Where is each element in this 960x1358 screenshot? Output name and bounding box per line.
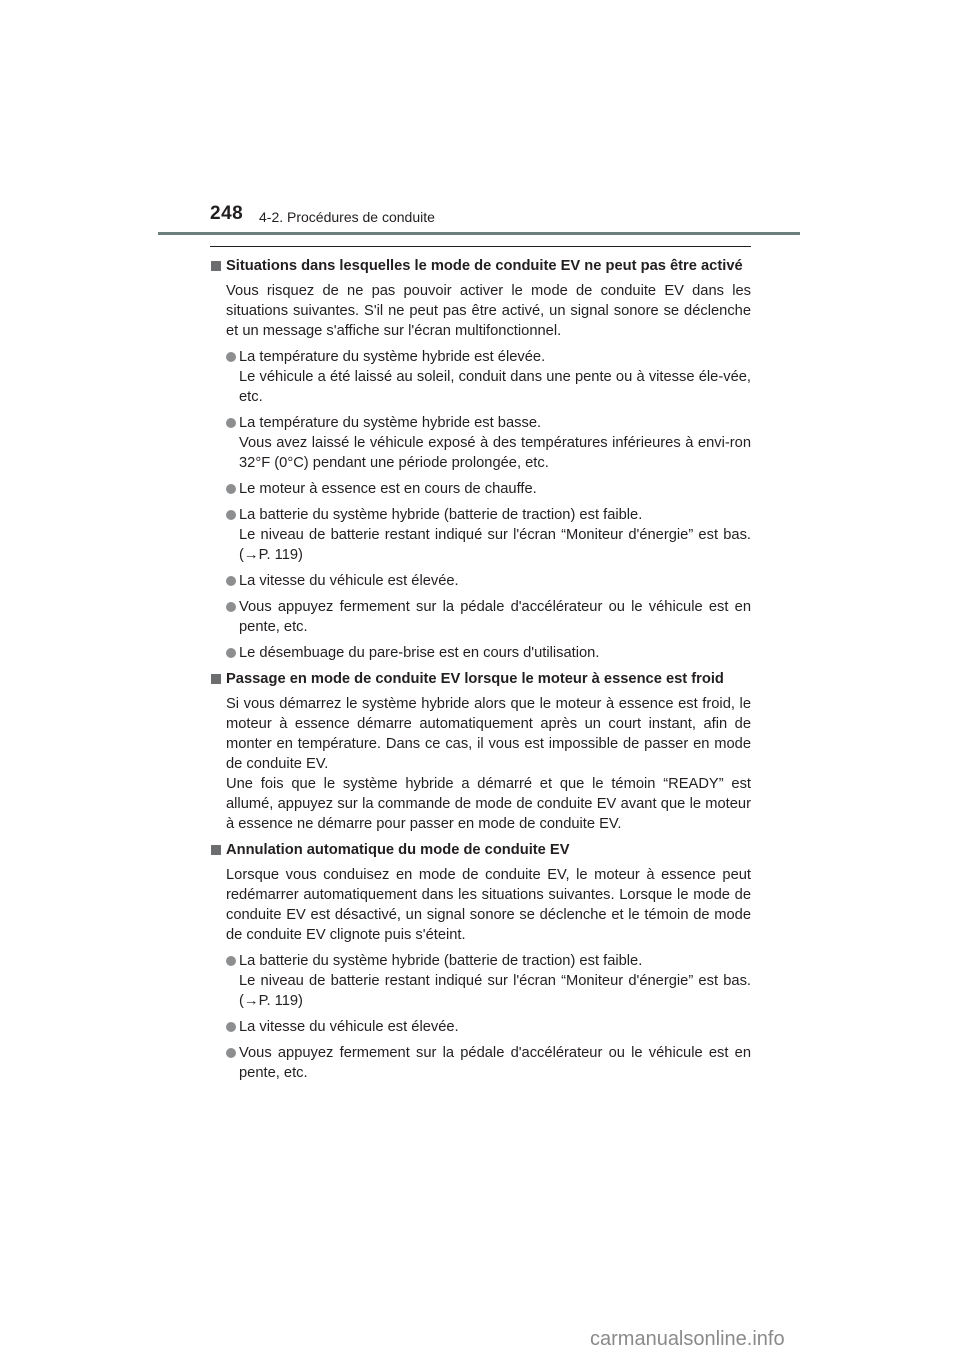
circle-bullet-icon — [226, 418, 236, 428]
bullet-text: Le moteur à essence est en cours de chauffe. — [239, 481, 537, 497]
bullet-item — [211, 479, 751, 499]
section-heading — [211, 256, 751, 276]
circle-bullet-icon — [226, 510, 236, 520]
bullet-item — [211, 347, 751, 407]
page-header — [0, 0, 960, 240]
bullet-item — [211, 413, 751, 473]
bullet-text: Vous appuyez fermement sur la pédale d'accélérateur ou le véhicule est en pente, etc. — [239, 1045, 751, 1081]
heading-text: Annulation automatique du mode de conduite EV — [226, 842, 570, 858]
bullet-item — [211, 1043, 751, 1083]
bullet-item — [211, 951, 751, 1011]
circle-bullet-icon — [226, 956, 236, 966]
square-bullet-icon — [211, 845, 221, 855]
circle-bullet-icon — [226, 602, 236, 612]
bullet-item — [211, 1017, 751, 1037]
bullet-text: La vitesse du véhicule est élevée. — [239, 1019, 459, 1035]
heading-text: Situations dans lesquelles le mode de conduite EV ne peut pas être activé — [226, 258, 743, 274]
bullet-text: La batterie du système hybride (batterie de traction) est faible. Le niveau de batterie restant indiqué sur l'écran “Moniteur d'énergie” est bas. (→P. 119) — [239, 953, 751, 1009]
bullet-text: Le désembuage du pare-brise est en cours d'utilisation. — [239, 645, 600, 661]
page-content — [211, 256, 751, 1089]
bullet-item — [211, 643, 751, 663]
circle-bullet-icon — [226, 576, 236, 586]
circle-bullet-icon — [226, 1048, 236, 1058]
header-divider — [158, 232, 800, 235]
content-divider — [210, 246, 751, 247]
bullet-item — [211, 571, 751, 591]
paragraph: Vous risquez de ne pas pouvoir activer le mode de conduite EV dans les situations suivantes. S'il ne peut pas être activé, un signal sonore se déclenche et un message s'affiche sur l'écran multifonctionnel. — [226, 283, 751, 339]
bullet-text: La vitesse du véhicule est élevée. — [239, 573, 459, 589]
section-title: 4-2. Procédures de conduite — [259, 209, 435, 225]
paragraph: Si vous démarrez le système hybride alors que le moteur à essence est froid, le moteur à essence démarre automatiquement après un court instant, afin de monter en température. Dans ce cas, il vous est impossible de passer en mode de conduite EV. Une fois que le système hybride a démarré et que le témoin “READY” est allumé, appuyez sur la commande de mode de conduite EV avant que le moteur à essence ne démarre pour passer en mode de conduite EV. — [226, 696, 751, 832]
heading-text: Passage en mode de conduite EV lorsque le moteur à essence est froid — [226, 671, 724, 687]
page-number: 248 — [210, 203, 244, 224]
paragraph: Lorsque vous conduisez en mode de conduite EV, le moteur à essence peut redémarrer automatiquement dans les situations suivantes. Lorsque le mode de conduite EV est désactivé, un signal sonore se déclenche et le témoin de mode de conduite EV clignote puis s'éteint. — [226, 867, 751, 943]
section-heading — [211, 669, 751, 689]
watermark: carmanualsonline.info — [590, 1328, 785, 1350]
bullet-text: La batterie du système hybride (batterie de traction) est faible. Le niveau de batterie restant indiqué sur l'écran “Moniteur d'énergie” est bas. (→P. 119) — [239, 507, 751, 563]
bullet-text: La température du système hybride est basse. Vous avez laissé le véhicule exposé à des températures inférieures à envi-ron 32°F (0°C) pendant une période prolongée, etc. — [239, 415, 751, 471]
bullet-text: La température du système hybride est élevée. Le véhicule a été laissé au soleil, conduit dans une pente ou à vitesse éle-vée, etc. — [239, 349, 751, 405]
circle-bullet-icon — [226, 648, 236, 658]
bullet-item — [211, 505, 751, 565]
bullet-item — [211, 597, 751, 637]
square-bullet-icon — [211, 674, 221, 684]
circle-bullet-icon — [226, 1022, 236, 1032]
section-heading — [211, 840, 751, 860]
circle-bullet-icon — [226, 352, 236, 362]
bullet-text: Vous appuyez fermement sur la pédale d'accélérateur ou le véhicule est en pente, etc. — [239, 599, 751, 635]
square-bullet-icon — [211, 261, 221, 271]
circle-bullet-icon — [226, 484, 236, 494]
